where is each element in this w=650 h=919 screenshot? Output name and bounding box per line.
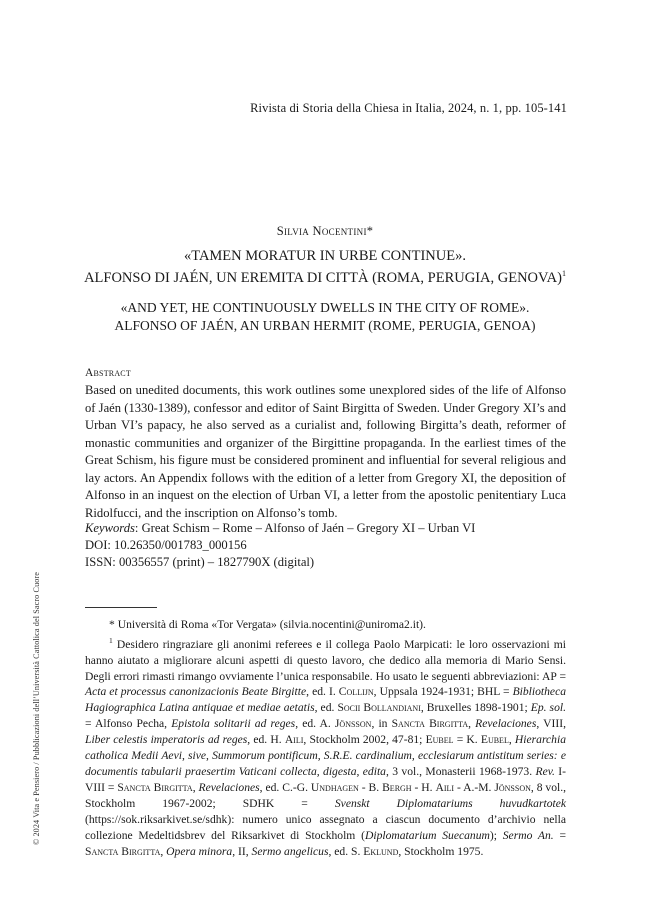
- footnote-1-segment: Eubel: [425, 733, 454, 747]
- footnote-1-segment: Jönsson: [334, 717, 372, 731]
- footnote-1-segment: ,: [468, 717, 476, 731]
- issn-line: ISSN: 00356557 (print) – 1827790X (digital): [85, 555, 315, 570]
- footnote-1-segment: Liber celestis imperatoris ad reges: [85, 733, 248, 747]
- footnote-1-segment: Revelaciones: [475, 717, 537, 731]
- footnote-1-segment: - H.: [411, 780, 436, 794]
- footnote-1-segment: = Alfonso Pecha,: [85, 717, 172, 731]
- abstract-body: Based on unedited documents, this work outlines some unexplored sides of the life of Alfonso of Jaén (1330-1389), confessor and editor of Saint Birgitta of Sweden. Under Gregory XI’s and Urban VI’s papacy, he also served as a curialist and, following Birgitta’s death, reformer of monastic communities and organizer of the Birgittine propaganda. In the earliest times of the Great Schism, his figure must be considered prominent and influential for several religious and lay actors. An Appendix follows with the edition of a letter from Gregory XI, the deposition of Alfonso in an inquest on the election of Urban VI, a letter from the apostolic penitentiary Luca Ridolfucci, and the inscription on Alfonso’s tomb.: [85, 383, 566, 520]
- footnote-1-segment: Aili: [435, 780, 455, 794]
- footnote-1-segment: , 3 vol., Monasterii 1968-1973.: [385, 765, 536, 779]
- keywords-label: Keywords: [85, 521, 135, 535]
- footnote-1-segment: - A.-M.: [454, 780, 495, 794]
- footnote-1-segment: (https://sok.riksarkivet.se/sdhk): numero unico assegnato a ciascun documento d’archivio nella collezione Medeltidsbrev del Riksarkivet di Stockholm (: [85, 812, 566, 842]
- footnote-1-segment: , Stockholm 1975.: [398, 844, 484, 858]
- footnote-1-segment: Epistola solitarii ad reges: [171, 717, 296, 731]
- footnote-1-segment: Desidero ringraziare gli anonimi referees e il collega Paolo Marpicati: le loro osservazioni mi hanno aiutato a migliorare alcuni aspetti di questo lavoro, che dedico alla memoria di Mario Sensi. Degli errori rimasti rimango ovviamente l’unica responsabile. Ho usato le seguenti abbreviazioni: AP =: [85, 637, 566, 683]
- footnote-1: [85, 633, 566, 860]
- title-italian-line2-text: ALFONSO DI JAÉN, UN EREMITA DI CITTÀ (ROMA, PERUGIA, GENOVA): [84, 269, 562, 286]
- footnote-1-text: [85, 635, 567, 858]
- footnote-1-segment: Sancta Birgitta: [85, 844, 161, 858]
- footnote-1-segment: Sermo angelicus: [251, 844, 329, 858]
- footnote-1-segment: Bibliotheca Hagiographica Latina antiquae et mediae aetatis: [85, 685, 567, 715]
- footnote-1-segment: Jönsson: [494, 780, 531, 794]
- footnote-1-segment: , ed. I.: [306, 685, 339, 699]
- footnote-1-segment: - B.: [358, 780, 383, 794]
- footnote-1-segment: , 8 vol., Stockholm 1967-2002; SDHK =: [85, 780, 567, 810]
- footnotes: [85, 617, 566, 859]
- title-english-line1: «AND YET, HE CONTINUOUSLY DWELLS IN THE CITY OF ROME».: [120, 300, 530, 315]
- footnote-1-segment: , Stockholm 2002, 47-81;: [303, 733, 426, 747]
- footnote-1-marker: 1: [109, 635, 113, 645]
- journal-citation: Rivista di Storia della Chiesa in Italia, 2024, n. 1, pp. 105-141: [250, 101, 567, 115]
- footnote-1-segment: , in: [371, 717, 392, 731]
- title-english: [0, 299, 650, 334]
- title-italian: [0, 247, 650, 287]
- footnote-1-segment: ,: [160, 844, 167, 858]
- footnote-1-segment: Rev.: [535, 765, 555, 779]
- abstract-heading: Abstract: [85, 367, 131, 379]
- footnote-1-segment: Sancta Birgitta: [391, 717, 469, 731]
- footnote-author-affiliation: * Università di Roma «Tor Vergata» (silvia.nocentini@uniroma2.it).: [109, 618, 426, 631]
- footnote-rule: [85, 607, 157, 608]
- footnote-1-segment: =: [553, 828, 567, 842]
- footnote-1-segment: Bergh: [382, 780, 412, 794]
- keywords-line: [85, 520, 566, 537]
- footnote-1-segment: Ep. sol.: [530, 701, 566, 715]
- footnote-1-segment: , ed. C.-G.: [259, 780, 311, 794]
- author-name: Silvia Nocentini*: [276, 224, 374, 238]
- keywords-text: : Great Schism – Rome – Alfonso of Jaén – Gregory XI – Urban VI: [134, 521, 476, 535]
- footnote-1-segment: , ed. H.: [247, 733, 285, 747]
- footnote-1-segment: Diplomatarium Suecanum: [364, 828, 490, 842]
- footnote-1-segment: Eubel: [480, 733, 509, 747]
- footnote-1-segment: Eklund: [363, 844, 399, 858]
- footnote-1-segment: , VIII,: [536, 717, 566, 731]
- article-metadata: [85, 520, 566, 572]
- title-english-line2: ALFONSO OF JAÉN, AN URBAN HERMIT (ROME, PERUGIA, GENOA): [114, 317, 536, 333]
- footnote-1-segment: Opera minora: [166, 844, 233, 858]
- copyright-sidebar: © 2024 Vita e Pensiero / Pubblicazioni dell’Università Cattolica del Sacro Cuore: [32, 571, 41, 845]
- footnote-1-segment: Sancta Birgitta: [117, 780, 193, 794]
- footnote-1-segment: = K.: [453, 733, 481, 747]
- footnote-1-segment: Aili: [284, 733, 304, 747]
- footnote-1-segment: Undhagen: [310, 780, 359, 794]
- footnote-1-segment: Socii Bollandiani: [337, 701, 421, 715]
- footnote-1-segment: );: [489, 828, 503, 842]
- footnote-marker: 1: [561, 269, 566, 278]
- footnote-1-segment: Svenskt Diplomatariums huvudkartotek: [334, 796, 566, 810]
- footnote-1-segment: Sermo An.: [502, 828, 554, 842]
- footnote-1-segment: Acta et processus canonizacionis Beate Birgitte: [85, 685, 307, 699]
- footnote-1-segment: ,: [508, 733, 515, 747]
- footnote-1-segment: , ed.: [314, 701, 338, 715]
- footnote-1-segment: ,: [192, 780, 199, 794]
- footnote-1-segment: Hierarchia catholica Medii Aevi, sive, Summorum pontificum, S.R.E. cardinalium, ecclesiarum antistitum series: e documentis tabularii praesertim Vaticani collecta, digesta, edita: [85, 733, 566, 779]
- footnote-1-segment: , Bruxelles 1898-1901;: [420, 701, 531, 715]
- footnote-1-segment: , ed. S.: [328, 844, 364, 858]
- footnote-1-segment: Revelaciones: [198, 780, 260, 794]
- footnote-1-segment: , Uppsala 1924-1931; BHL =: [373, 685, 513, 699]
- title-italian-line1: «TAMEN MORATUR IN URBE CONTINUE».: [184, 248, 466, 264]
- footnote-1-segment: , ed. A.: [295, 717, 335, 731]
- doi-line: DOI: 10.26350/001783_000156: [85, 538, 247, 553]
- title-italian-line2: [0, 265, 650, 287]
- footnote-1-segment: I-VIII =: [85, 765, 566, 794]
- footnote-1-segment: Collijn: [338, 685, 374, 699]
- footnote-1-segment: , II,: [232, 844, 252, 858]
